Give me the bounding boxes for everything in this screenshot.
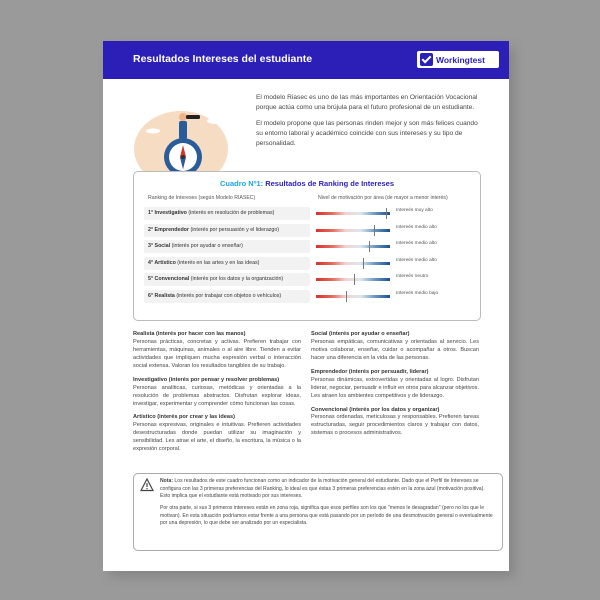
desc-text: Personas expresivas, originales e intuitivas. Prefieren actividades desestructuradas donde puedan utilizar su imaginación y sensibilidad. Les atrae el arte, el diseño, la escritura, la música o la expresión corporal. <box>133 422 301 453</box>
ranking-description: (interés por persuasión y el liderazgo) <box>188 226 280 233</box>
logo-text: Workingtest <box>436 54 485 65</box>
intro-text <box>256 93 481 154</box>
motivation-scale-bar <box>316 278 390 281</box>
ranking-description: (interés por trabajar con objetos o vehículos) <box>174 292 282 299</box>
motivation-scale-bar <box>316 229 390 232</box>
desc-heading: Realista (interés por hacer con las manos) <box>133 331 246 337</box>
ranking-label <box>144 257 310 270</box>
motivation-level: Intereés medio alto <box>396 241 437 246</box>
desc-heading: Artístico (interés por crear y las ideas) <box>133 414 235 421</box>
motivation-marker <box>354 274 355 285</box>
cloud-icon <box>207 118 223 124</box>
cloud-icon-2 <box>146 129 160 134</box>
motivation-marker <box>374 225 375 236</box>
ranking-row <box>144 223 470 240</box>
motivation-scale-bar <box>316 212 390 215</box>
ranking-name: 2° Emprendedor <box>148 226 189 233</box>
motivation-marker <box>346 291 347 302</box>
ranking-name: 6° Realista <box>148 292 175 299</box>
desc-text: Personas empáticas, comunicativas y orientadas al servicio. Les motiva colaborar, enseñar, cuidar o acompañar a otros. Buscan hacer una diferencia en la vida de las personas. <box>311 338 479 361</box>
desc-heading: Convencional (interés por los datos y organizar) <box>311 406 440 413</box>
telescope-icon <box>186 115 200 119</box>
intro-paragraph-2: El modelo propone que las personas rinden mejor y son más felices cuando su entorno laboral y académico coincide con sus intereses y su tipo de personalidad. <box>256 119 478 147</box>
motivation-marker <box>386 208 387 219</box>
ranking-name: 1° Investigativo <box>148 210 187 216</box>
report-title: Resultados Intereses del estudiante <box>133 53 313 65</box>
ranking-row <box>144 256 470 273</box>
motivation-scale-bar <box>316 245 390 248</box>
intro-paragraph-1: El modelo Riasec es uno de las más importantes en Orientación Vocacional porque actúa como una brújula para el futuro profesional de un estudiante. <box>256 94 478 111</box>
desc-text: Personas ordenadas, meticulosas y responsables. Prefieren tareas estructuradas, seguir procedimientos claros y trabajar con datos, sistemas o procesos administrativos. <box>311 414 479 437</box>
motivation-scale-bar <box>316 262 390 265</box>
desc-text: Personas prácticas, concretas y activas. Prefieren trabajar con herramientas, máquinas, animales o al aire libre. Tienden a evitar actividades que impliquen mucha expresión verbal o interacción social extensa. Valoran los resultados tangibles de su trabajo. <box>133 338 301 369</box>
ranking-label <box>144 290 310 303</box>
column-header-ranking: Ranking de Intereses (según Modelo RIASEC) <box>148 195 256 201</box>
note-paragraph-2: Por otra parte, si sus 3 primeros intereses están en zona roja, significa que esos perfiles son los que "menos le desagradan" (pero no los que le motivan). En esta situación podríamos estar frente a una persona que está pasando por un período de una desmotivación general o eventualmente por una depresión, lo que debe ser analizado por un especialista. <box>160 504 493 527</box>
descriptions-right <box>311 331 479 444</box>
motivation-level: Intereés medio alto <box>396 257 437 263</box>
ranking-label <box>144 224 310 237</box>
note-paragraph-1: Nota: Los resultados de este cuadro funcionan como un indicador de la motivación general del estudiante. Dado que el Perfil de Intereses se configura con las 3 primeras preferencias del Ranking, lo ideal es que éstas 3 primeras preferencias estén en la zona azul (motivación positiva). Esto implica que el estudiante está motivado por sus intereses. <box>160 478 485 500</box>
report-header <box>103 41 509 79</box>
ranking-description: (interés por los datos y la organización) <box>189 276 284 282</box>
warning-icon <box>140 478 154 492</box>
motivation-marker <box>369 241 370 252</box>
desc-text: Personas analíticas, curiosas, metódicas y orientadas a la resolución de problemas abstractos. Disfrutan explorar ideas, investigar, experimentar y comprender cómo funcionan las cosas. <box>133 384 301 407</box>
motivation-level: Intereés neutro <box>396 274 429 279</box>
ranking-name: 4° Artístico <box>148 259 176 266</box>
ranking-rows <box>144 206 470 305</box>
ranking-label <box>144 273 310 286</box>
desc-heading: Emprendedor (interés por persuadir, liderar) <box>311 368 429 375</box>
ranking-label <box>144 240 310 253</box>
desc-heading: Social (interés por ayudar o enseñar) <box>311 331 410 337</box>
ranking-label <box>144 207 310 220</box>
ranking-name: 5° Convencional <box>148 276 190 282</box>
person-head-icon <box>179 113 187 121</box>
results-table-title: Cuadro Nº1: Resultados de Ranking de Intereses <box>219 179 395 188</box>
motivation-marker <box>363 258 364 269</box>
report-page <box>103 41 509 571</box>
column-header-motivation: Nivel de motivación por área (de mayor a menor interés) <box>318 195 448 201</box>
ranking-description: (interés en resolución de problemas) <box>186 210 275 216</box>
ranking-row <box>144 239 470 256</box>
note-box <box>133 473 503 551</box>
motivation-scale-bar <box>316 295 390 298</box>
motivation-level: Intereés muy alto <box>396 208 433 213</box>
ranking-name: 3° Social <box>148 243 171 249</box>
ranking-row <box>144 272 470 289</box>
results-table-box <box>133 171 481 321</box>
ranking-description: (interés en las artes y en las ideas) <box>175 259 260 266</box>
person-body-icon <box>179 121 187 139</box>
motivation-level: Intereés medio bajo <box>396 290 439 296</box>
ranking-description: (interés por ayudar o enseñar) <box>170 243 243 249</box>
ranking-row <box>144 289 470 306</box>
workingtest-logo <box>417 51 499 68</box>
ranking-row <box>144 206 470 223</box>
checkmark-icon <box>420 53 433 66</box>
motivation-level: Intereés medio alto <box>396 224 437 230</box>
desc-text: Personas dinámicas, extrovertidas y orientadas al logro. Disfrutan liderar, negociar, persuadir e influir en otros para alcanzar objetivos. Les atraen los ambientes competitivos y de liderazgo. <box>311 376 479 399</box>
descriptions-left <box>133 331 301 460</box>
desc-heading: Investigativo (interés por pensar y resolver problemas) <box>133 376 280 383</box>
